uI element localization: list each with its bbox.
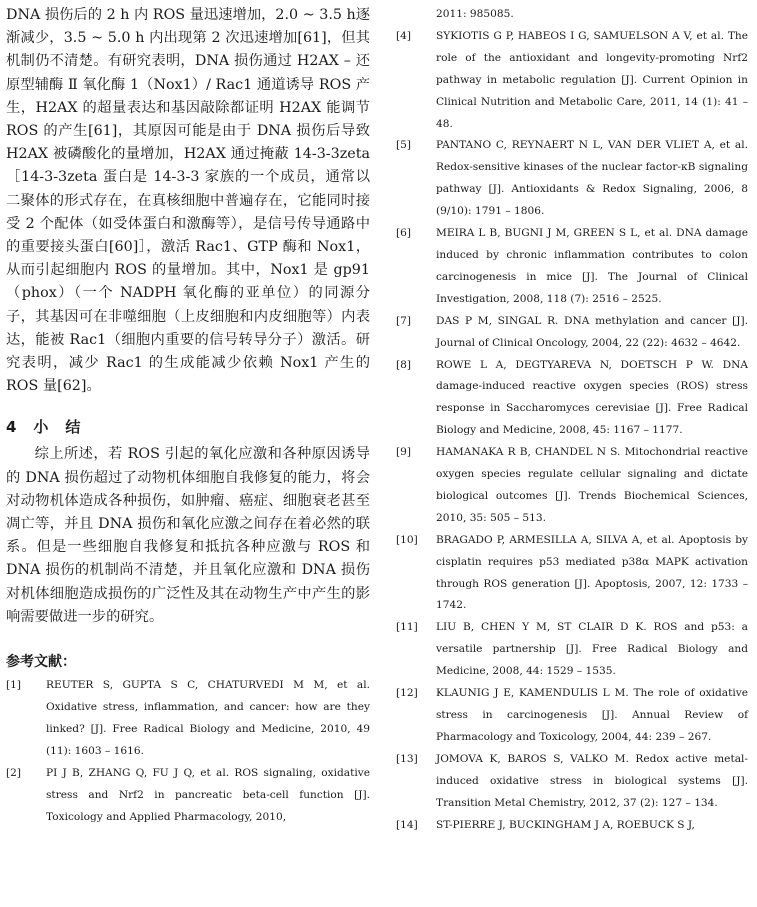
reference-text: MEIRA L B, BUGNI J M, GREEN S L, et al. DNA damage induced by chronic inflammation contributes to colon carcinogenesis in mice [J]. The Journal of Clinical Investigation, 2008, 118 (7): 2516 – 2525. xyxy=(436,227,748,305)
reference-item xyxy=(396,355,748,443)
reference-item xyxy=(396,683,748,749)
reference-item xyxy=(6,763,370,829)
body-paragraph-2: 综上所述，若 ROS 引起的氧化应激和各种原因诱导的 DNA 损伤超过了动物机体细胞自我修复的能力，将会对动物机体造成各种损伤，如肿瘤、癌症、细胞衰老甚至凋亡等，并且 DNA 损伤和氧化应激之间存在着必然的联系。但是一些细胞自我修复和抵抗各种应激与 ROS 和 DNA 损伤的机制尚不清楚，并且氧化应激和 DNA 损伤对机体细胞造成损伤的广泛性及其在动物生产中产生的影响需要做进一步的研究。 xyxy=(6,446,370,625)
reference-text: PI J B, ZHANG Q, FU J Q, et al. ROS signaling, oxidative stress and Nrf2 in pancreatic beta-cell function [J]. Toxicology and Applied Pharmacology, 2010, xyxy=(46,766,370,823)
reference-text: DAS P M, SINGAL R. DNA methylation and cancer [J]. Journal of Clinical Oncology, 2004, 22 (22): 4632 – 4642. xyxy=(436,314,748,349)
reference-text: HAMANAKA R B, CHANDEL N S. Mitochondrial reactive oxygen species regulate cellular signaling and dictate biological outcomes [J]. Trends Biochemical Sciences, 2010, 35: 505 – 513. xyxy=(436,446,748,524)
reference-text: SYKIOTIS G P, HABEOS I G, SAMUELSON A V, et al. The role of the antioxidant and longevity-promoting Nrf2 pathway in metabolic regulation [J]. Current Opinion in Clinical Nutrition and Metabolic Care, 2011, 14 (1): 41 – 48. xyxy=(436,29,748,130)
section-title: 4 小 结 xyxy=(6,418,82,437)
reference-number: [1] xyxy=(6,679,22,692)
reference-number: [11] xyxy=(396,621,418,634)
reference-item xyxy=(396,26,748,136)
reference-number: [7] xyxy=(396,314,412,327)
reference-text: ROWE L A, DEGTYAREVA N, DOETSCH P W. DNA damage-induced reactive oxygen species (ROS) stress response in Saccharomyces cerevisiae [J]. Free Radical Biology and Medicine, 2008, 45: 1167 – 1177. xyxy=(436,358,748,437)
reference-item xyxy=(396,311,748,355)
reference-item xyxy=(396,530,748,618)
reference-continuation: 2011: 985085. xyxy=(436,8,514,20)
left-column xyxy=(6,4,370,828)
body-paragraph-1: DNA 损伤后的 2 h 内 ROS 量迅速增加，2.0 ~ 3.5 h逐渐减少，3.5 ~ 5.0 h 内出现第 2 次迅速增加[61]，但其机制仍不清楚。有研究表明，DNA 损伤通过 H2AX – 还原型辅酶 Ⅱ 氧化酶 1（Nox1）/ Rac1 通道诱导 ROS 产生，H2AX 的超量表达和基因敲除都证明 H2AX 能调节 ROS 的产生[61]，其原因可能是由于 DNA 损伤后导致 H2AX 被磷酸化的量增加，H2AX 通过掩蔽 14-3-3zeta［14-3-3zeta 蛋白是 14-3-3 家族的一个成员，通常以二聚体的形式存在，在真核细胞中普遍存在，它能同时接受 2 个配体（如受体蛋白和激酶等），是信号传导通路中的重要接头蛋白[60]］，激活 Rac1、GTP 酶和 Nox1，从而引起细胞内 ROS 的量增加。其中，Nox1 是 gp91（phox）（一个 NADPH 氧化酶的亚单位）的同源分子，其基因可在非噬细胞（上皮细胞和内皮细胞等）内表达，能被 Rac1（细胞内重要的信号转导分子）激活。研究表明，减少 Rac1 的生成能减少依赖 Nox1 产生的 ROS 量[62]。 xyxy=(6,7,371,395)
reference-number: [12] xyxy=(396,687,418,700)
reference-text: LIU B, CHEN Y M, ST CLAIR D K. ROS and p53: a versatile partnership [J]. Free Radical Biology and Medicine, 2008, 44: 1529 – 1535. xyxy=(436,621,748,678)
reference-text: PANTANO C, REYNAERT N L, VAN DER VLIET A, et al. Redox-sensitive kinases of the nuclear factor-κB signaling pathway [J]. Antioxidants & Redox Signaling, 2006, 8 (9/10): 1791 – 1806. xyxy=(436,139,748,218)
reference-number: [9] xyxy=(396,446,412,459)
reference-text: JOMOVA K, BAROS S, VALKO M. Redox active metal-induced oxidative stress in biological systems [J]. Transition Metal Chemistry, 2012, 37 (2): 127 – 134. xyxy=(436,752,748,809)
reference-number: [4] xyxy=(396,29,412,42)
reference-text: KLAUNIG J E, KAMENDULIS L M. The role of oxidative stress in carcinogenesis [J]. Annual Review of Pharmacology and Toxicology, 2004, 44: 239 – 267. xyxy=(436,687,748,743)
reference-number: [14] xyxy=(396,818,418,831)
right-column xyxy=(396,4,748,836)
reference-item xyxy=(6,675,370,763)
reference-text: REUTER S, GUPTA S C, CHATURVEDI M M, et al. Oxidative stress, inflammation, and cancer: how are they linked? [J]. Free Radical Biology and Medicine, 2010, 49 (11): 1603 – 1616. xyxy=(46,679,370,757)
reference-number: [10] xyxy=(396,533,418,546)
reference-text: BRAGADO P, ARMESILLA A, SILVA A, et al. Apoptosis by cisplatin requires p53 mediated p38α MAPK activation through ROS generation [J]. Apoptosis, 2007, 12: 1733 – 1742. xyxy=(436,533,748,612)
reference-item xyxy=(396,135,748,223)
reference-number: [13] xyxy=(396,752,418,765)
reference-item xyxy=(396,223,748,311)
reference-item xyxy=(396,749,748,815)
reference-number: [6] xyxy=(396,227,412,240)
reference-number: [5] xyxy=(396,139,412,152)
reference-number: [2] xyxy=(6,766,22,779)
reference-text: ST-PIERRE J, BUCKINGHAM J A, ROEBUCK S J, xyxy=(436,818,695,831)
reference-item xyxy=(396,617,748,683)
reference-number: [8] xyxy=(396,358,412,371)
reference-item xyxy=(396,815,748,837)
reference-item xyxy=(396,442,748,530)
references-heading: 参考文献： xyxy=(6,654,76,671)
